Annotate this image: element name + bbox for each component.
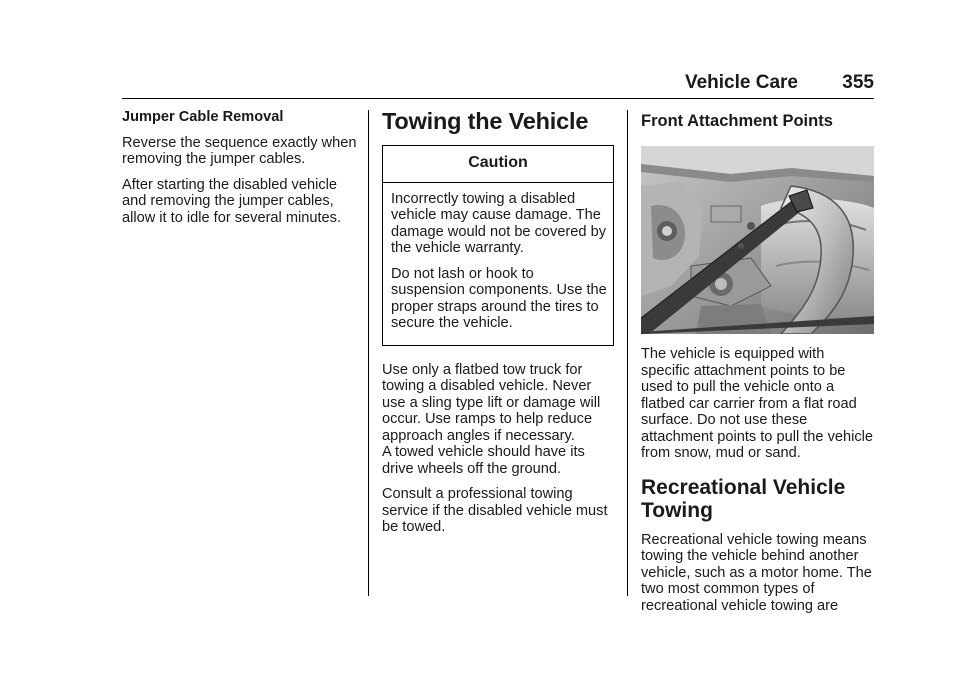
text-line: occur. Use ramps to help reduce: [382, 411, 593, 427]
text-line: Consult a professional towing: [382, 486, 573, 502]
paragraph: [641, 532, 877, 615]
text-line: Use only a flatbed tow truck for: [382, 361, 583, 378]
text-line: vehicle, such as a motor home. The: [641, 564, 872, 581]
text-line: from snow, mud or sand.: [641, 445, 801, 461]
heading-front-attachment-points: Front Attachment Points: [641, 112, 833, 130]
text-line: approach angles if necessary.: [382, 427, 575, 444]
column-3: [641, 111, 877, 623]
text-line: secure the vehicle.: [391, 315, 513, 331]
front-attachment-photo: [641, 146, 874, 334]
text-line: attachment points to pull the vehicle: [641, 428, 874, 445]
text-line: removing the jumper cables.: [122, 151, 306, 167]
section-title: Vehicle Care: [684, 72, 798, 93]
caution-title: Caution: [383, 146, 613, 183]
text-line: towing a disabled vehicle. Never: [382, 378, 592, 394]
text-line: damage would not be covered by: [391, 223, 606, 240]
column-divider: [627, 110, 628, 596]
column-2: [382, 107, 614, 545]
caution-body: [383, 183, 613, 345]
text-line: The vehicle is equipped with: [641, 346, 825, 362]
paragraph: [641, 346, 877, 462]
text-line: Incorrectly towing a disabled: [391, 190, 576, 207]
column-1: [122, 109, 358, 235]
text-line: allow it to idle for several minutes.: [122, 209, 341, 226]
text-line: specific attachment points to be: [641, 362, 846, 379]
text-line: A towed vehicle should have its: [382, 444, 585, 460]
text-line: vehicle may cause damage. The: [391, 207, 601, 223]
heading-line: Recreational Vehicle: [641, 475, 846, 499]
paragraph: [391, 266, 605, 332]
paragraph: [122, 135, 358, 168]
paragraph: [122, 177, 358, 227]
text-line: drive wheels off the ground.: [382, 460, 562, 477]
text-line: Recreational vehicle towing means: [641, 531, 867, 548]
text-line: After starting the disabled vehicle: [122, 176, 337, 193]
column-divider: [368, 110, 369, 596]
paragraph: [382, 362, 614, 478]
text-line: and removing the jumper cables,: [122, 193, 334, 209]
page-number: 355: [842, 72, 874, 93]
text-line: two most common types of: [641, 581, 815, 597]
text-line: the vehicle warranty.: [391, 240, 524, 256]
text-line: service if the disabled vehicle must: [382, 502, 608, 519]
text-line: be towed.: [382, 519, 446, 535]
caution-box: [382, 145, 614, 346]
page-header: [122, 72, 874, 99]
text-line: flatbed car carrier from a flat road: [641, 395, 857, 412]
text-line: towing the vehicle behind another: [641, 548, 859, 564]
paragraph: [382, 486, 614, 536]
text-line: surface. Do not use these: [641, 412, 808, 428]
heading-towing-the-vehicle: Towing the Vehicle: [382, 108, 589, 134]
heading-line: Towing: [641, 498, 713, 522]
text-line: Do not lash or hook to: [391, 265, 534, 282]
paragraph: [391, 191, 605, 257]
subheading-jumper-cable-removal: Jumper Cable Removal: [122, 109, 284, 125]
heading-recreational-vehicle-towing: [641, 476, 877, 522]
text-line: proper straps around the tires to: [391, 298, 599, 315]
text-line: use a sling type lift or damage will: [382, 394, 601, 411]
text-line: used to pull the vehicle onto a: [641, 379, 835, 395]
text-line: suspension components. Use the: [391, 282, 607, 298]
text-line: Reverse the sequence exactly when: [122, 134, 357, 151]
text-line: recreational vehicle towing are: [641, 597, 839, 614]
